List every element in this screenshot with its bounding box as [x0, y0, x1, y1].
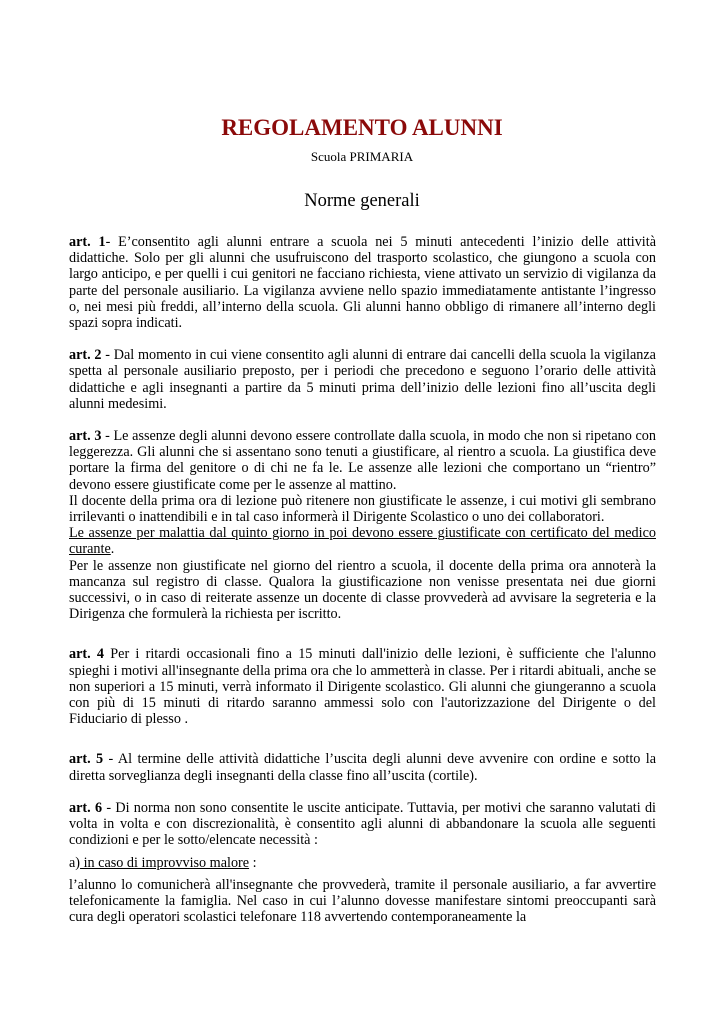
- article-label: art. 5: [69, 751, 104, 768]
- article-text: - Di norma non sono consentite le uscite anticipate. Tuttavia, per motivi che saranno valutati di volta in volta e con discrezionalità, è consentito agli alunni di abbandonare la scuola alle seguenti condizioni e per le sotto/elencate necessità :: [69, 799, 656, 849]
- article-3-medical-note: Le assenze per malattia dal quinto giorno in poi devono essere giustificate con certificato del medico curante.: [69, 525, 656, 558]
- document-body: [69, 234, 656, 925]
- article-3: [69, 428, 656, 493]
- article-2: [69, 347, 656, 412]
- article-4: [69, 646, 656, 727]
- article-label: art. 3: [69, 428, 102, 445]
- article-5: [69, 751, 656, 783]
- article-label: art. 6: [69, 799, 103, 816]
- underlined-text: Le assenze per malattia dal quinto giorno in poi devono essere giustificate con certificato del medico curante: [69, 525, 656, 558]
- article-6-item-a: a) in caso di improvviso malore :: [69, 854, 257, 871]
- article-text: - Al termine delle attività didattiche l’uscita degli alunni deve avvenire con ordine e sotto la diretta sorveglianza degli insegnanti della classe fino all’uscita (cortile).: [69, 751, 656, 784]
- article-1: [69, 234, 656, 331]
- article-text: - Le assenze degli alunni devono essere controllate dalla scuola, in modo che non si ripetano con leggerezza. Gli alunni che si assentano sono tenuti a giustificare, al rientro a scuola. La giustifica deve portare la firma del genitore o di chi ne fa le. Le assenze alle lezioni che comportano un “rientro” devono essere giustificate come per le assenze al mattino.: [69, 428, 656, 493]
- document-subtitle: Scuola PRIMARIA: [310, 149, 414, 164]
- article-3-paragraph: Il docente della prima ora di lezione può ritenere non giustificate le assenze, i cui motivi gli sembrano irrilevanti o inattendibili e in tal caso informerà il Dirigente Scolastico o uno dei collaboratori.: [69, 492, 656, 526]
- article-label: art. 2: [69, 347, 102, 364]
- document-title: REGOLAMENTO ALUNNI: [221, 115, 503, 140]
- article-6-item-a-text: l’alunno lo comunicherà all'insegnante che provvederà, tramite il personale ausiliario, a far avvertire telefonicamente la famiglia. Nel caso in cui l’alunno dovesse manifestare sintomi preoccupanti sarà cura degli operatori scolastici telefonare 118 avvertendo contemporaneamente la: [69, 876, 656, 926]
- article-text: - Dal momento in cui viene consentito agli alunni di entrare dai cancelli della scuola la vigilanza spetta al personale ausiliario preposto, per i periodi che precedono e seguono l’orario delle attività didattiche e agli insegnanti a partire da 5 minuti prima dell’inizio delle lezioni fino all’uscita degli alunni medesimi.: [69, 347, 656, 412]
- article-text: - E’consentito agli alunni entrare a scuola nei 5 minuti antecedenti l’inizio delle attività didattiche. Solo per gli alunni che usufruiscono del trasporto scolastico, che giungono a scuola con largo anticipo, e per quelli i cui genitori ne facciano richiesta, viene attivato un servizio di vigilanza da parte del personale ausiliario. La vigilanza avviene nello spazio immediatamente antistante l’ingresso o, nei mesi più freddi, all’interno della scuola. Gli alunni hanno obbligo di rimanere all’interno degli spazi sopra indicati.: [69, 234, 656, 332]
- article-3-paragraph: Per le assenze non giustificate nel giorno del rientro a scuola, il docente della prima ora annoterà la mancanza sul registro di classe. Qualora la giustificazione non venisse presentata nei due giorni successivi, o in caso di reiterate assenze un docente di classe provvederà ad avvisare la segreteria e la Dirigenza che formulerà la richiesta per iscritto.: [69, 557, 656, 623]
- article-6: [69, 800, 656, 849]
- article-label: art. 4: [69, 646, 105, 663]
- section-title: Norme generali: [304, 191, 420, 211]
- article-label: art. 1: [69, 234, 106, 250]
- underlined-text: in caso di improvviso malore: [80, 854, 250, 871]
- article-text: Per i ritardi occasionali fino a 15 minuti dall'inizio delle lezioni, è sufficiente che l'alunno spieghi i motivi all'insegnante della prima ora che lo ammetterà in classe. Per i ritardi abituali, anche se non superiori a 15 minuti, verrà informato il Dirigente scolastico. Gli alunni che giungeranno a scuola con più di 15 minuti di ritardo saranno ammessi solo con l'autorizzazione del Dirigente o del Fiduciario di plesso .: [69, 646, 656, 728]
